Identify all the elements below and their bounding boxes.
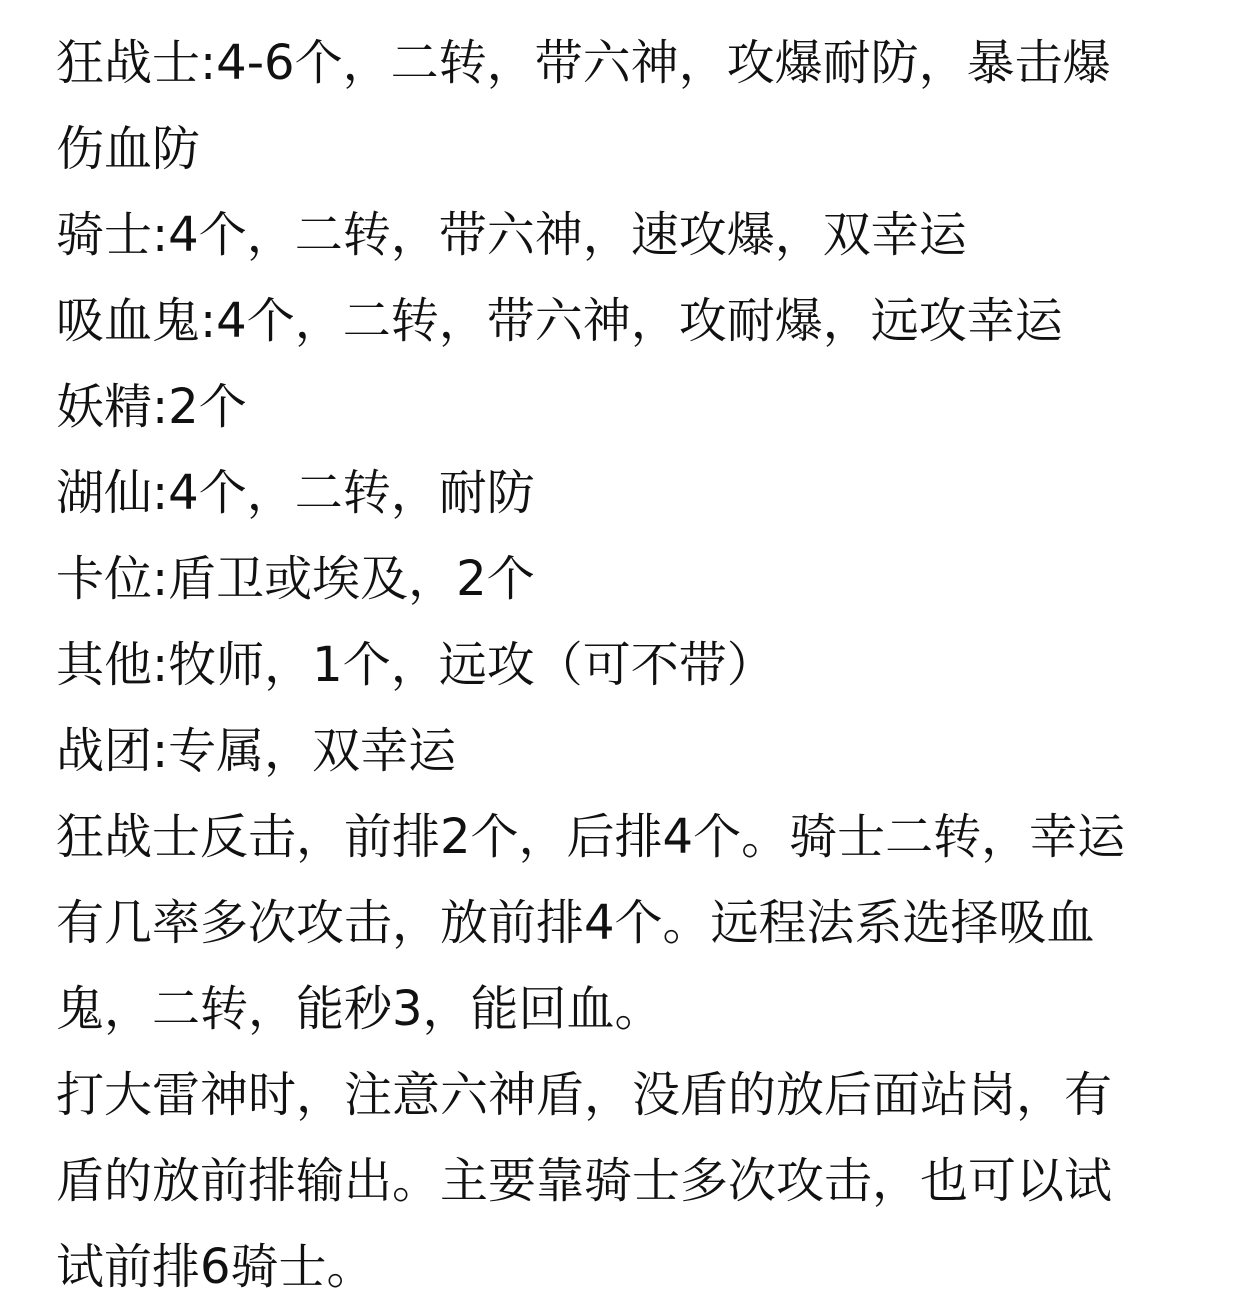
text-line-vampire: 吸血鬼:4个，二转，带六神，攻耐爆，远攻幸运 <box>56 293 1063 349</box>
text-line-paragraph-2b: 盾的放前排输出。主要靠骑士多次攻击，也可以试 <box>56 1153 1113 1209</box>
text-line-paragraph-1b: 有几率多次攻击，放前排4个。远程法系选择吸血 <box>56 895 1095 951</box>
text-line-blocker: 卡位:盾卫或埃及，2个 <box>56 551 535 607</box>
text-line-knight: 骑士:4个，二转，带六神，速攻爆，双幸运 <box>56 207 967 263</box>
text-line-paragraph-1c: 鬼，二转，能秒3，能回血。 <box>56 981 663 1037</box>
text-line-lake-fairy: 湖仙:4个，二转，耐防 <box>56 465 535 521</box>
text-line-berserker: 狂战士:4-6个，二转，带六神，攻爆耐防，暴击爆 <box>56 35 1111 91</box>
text-line-berserker-cont: 伤血防 <box>56 121 201 177</box>
text-line-legion: 战团:专属，双幸运 <box>56 723 457 779</box>
text-line-fairy: 妖精:2个 <box>56 379 247 435</box>
text-line-paragraph-2c: 试前排6骑士。 <box>56 1239 375 1295</box>
text-line-paragraph-1a: 狂战士反击，前排2个，后排4个。骑士二转，幸运 <box>56 809 1126 865</box>
text-line-paragraph-2a: 打大雷神时，注意六神盾，没盾的放后面站岗，有 <box>56 1067 1113 1123</box>
text-line-other: 其他:牧师，1个，远攻（可不带） <box>56 637 775 693</box>
